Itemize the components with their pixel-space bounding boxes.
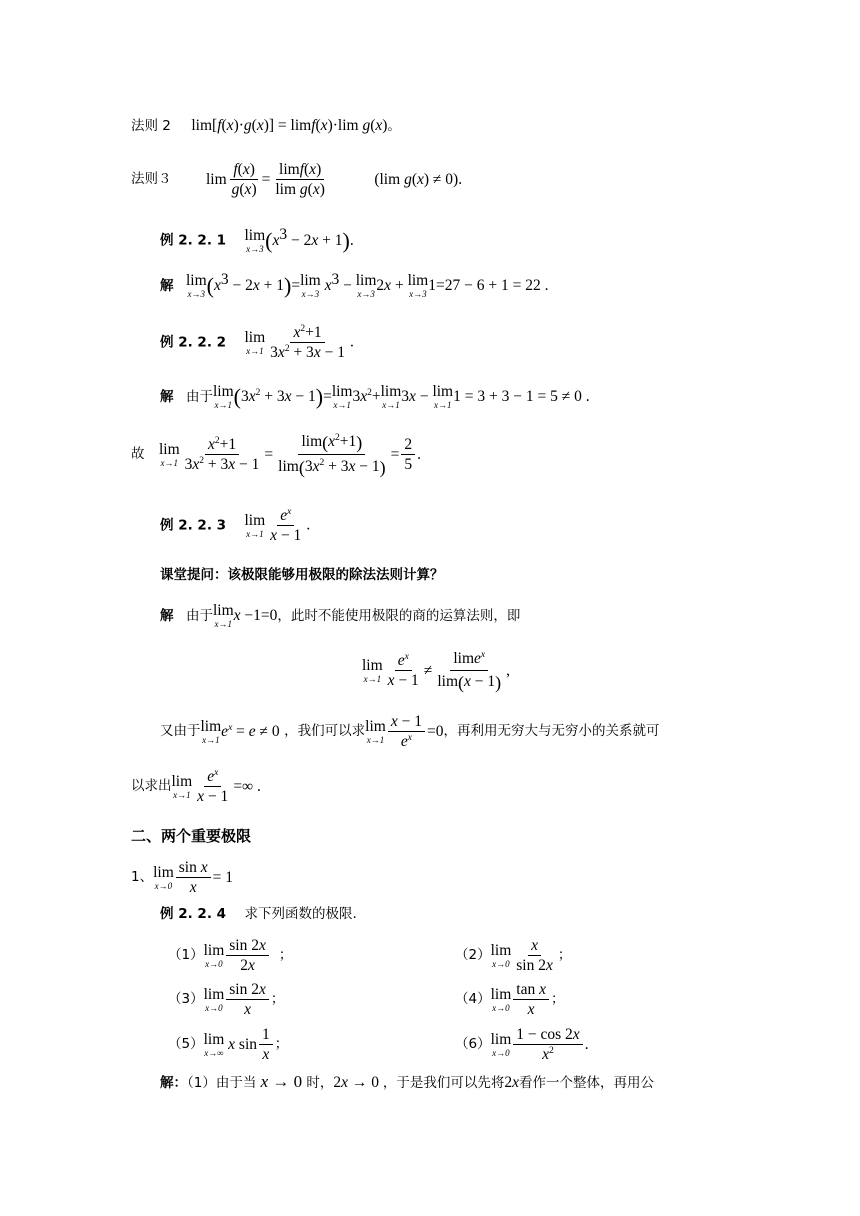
solution-2-line: 解 由于 lim x→1 $(3x^2 + 3x - 1)=$ lim x→1 $3x^2+$ lim x→1 3x − lim x→1 1 = 3 + 3 − 1 = 5 ≠ 0 . — [160, 383, 590, 410]
solution-3-line: 解 由于 lim x→1 x −1=0，此时不能使用极限的商的运算法则，即 — [160, 602, 521, 629]
class-question: 课堂提问：该极限能够用极限的除法法则计算？ — [160, 567, 444, 583]
therefore-line: 故 lim x→1 $\frac{x^2+1}{3x^2 + 3x - 1}$ = $\frac{\lim(x^2+1)}{\lim(3x^2 + 3x - 1)}$ = $\frac{2}{5}$ . — [131, 430, 421, 479]
subitem-4: （4） lim x→0 $\frac{\text{tan x}}{x}$ ； — [455, 981, 565, 1018]
quotient-rule-display: lim x→1 $\frac{e^x}{x - 1}$ ≠ $\frac{\lim e^x}{\lim(x - 1)}$ , — [362, 650, 511, 693]
section-heading: 二、两个重要极限 — [131, 827, 252, 845]
rule2-line: 法则 2 lim[f(x)·g(x)] = limf(x)·lim g(x)。 — [131, 117, 401, 134]
example-2-line: 例 2. 2. 2 lim x→1 $\frac{x^2+1}{3x^2 + 3x - 1}$ . — [160, 324, 354, 361]
solution-2-text: 由于 — [185, 389, 213, 405]
rule2-formula: lim[f(x)·g(x)] = limf(x)·lim g(x) — [191, 117, 388, 134]
solution-4-label: 解： — [160, 1075, 187, 1091]
rule3-left-frac: $\frac{f(x)}{g(x)}$ — [231, 161, 257, 198]
solution-1-line: 解 lim x→3 $(x^3 - 2x + 1)=$ lim x→3 $x^3$ − lim x→3 2x + lim x→3 1=27 − 6 + 1 = 22 . — [160, 271, 549, 299]
important-limit-1: 1、 lim x→0 $\frac{\text{sin x}}{x}$ = 1 — [131, 859, 233, 896]
rule3-label: 法则３ — [131, 170, 172, 187]
example-2-label: 例 2. 2. 2 — [160, 334, 227, 351]
subitem-1: （1） lim x→0 $\frac{\sin 2x}{2x}$ ； — [168, 937, 293, 974]
subitem-5: （5） lim x→∞ x sin $\frac{1}{x}$ ； — [168, 1026, 289, 1063]
rule2-label: 法则 2 — [131, 118, 171, 134]
subitem-3: （3） lim x→0 $\frac{\sin 2x}{x}$ ； — [168, 981, 285, 1018]
example-1-line: 例 2. 2. 1 lim x→3 $(x^3 - 2x + 1)$. — [160, 226, 354, 254]
rule3-line: 法则３ lim $\frac{f(x)}{g(x)}$ = $\frac{\lim f(x)}{\text{lim g(x)}}$ (lim g(x) ≠ 0). — [131, 161, 463, 198]
rule3-right-frac: $\frac{\lim f(x)}{\text{lim g(x)}}$ — [275, 161, 325, 198]
example-1-label: 例 2. 2. 1 — [160, 232, 227, 249]
therefore-label: 故 — [131, 445, 145, 462]
example-4-line — [160, 907, 357, 922]
solution-3-label: 解 — [160, 608, 174, 624]
rule3-condition: (lim g(x) ≠ 0). — [374, 170, 463, 188]
subitem-2: （2） lim x→0 $\frac{x}{\sin 2x}$ ； — [455, 937, 572, 974]
canfind-line: 以求出 lim x→1 $\frac{e^x}{x - 1}$ =∞ . — [131, 768, 261, 805]
example-3-label: 例 2. 2. 3 — [160, 517, 227, 534]
solution-4-line: 解：（1）由于当 x → 0 时，2x → 0 ，于是我们可以先将2x看作一个整体，再用公 — [160, 1072, 655, 1091]
again-text: 又由于 — [160, 722, 201, 739]
example-3-line: 例 2. 2. 3 lim x→1 $\frac{e^x}{x - 1}$ . — [160, 507, 311, 544]
canfind-text: 以求出 — [131, 777, 172, 794]
example-4-prompt: 求下列函数的极限. — [244, 906, 357, 922]
solution-3-text: ，此时不能使用极限的商的运算法则，即 — [277, 608, 521, 624]
solution-2-label: 解 — [160, 389, 174, 405]
solution-1-label: 解 — [160, 278, 174, 294]
item-1-label: 1、 — [131, 868, 154, 885]
again-line: 又由于 lim x→1 $e^x = e \ne 0$ ，我们可以求 lim x→1 $\frac{x - 1}{e^x}$ =0，再利用无穷大与无穷小的关系就可 — [160, 713, 660, 750]
example-4-label: 例 2. 2. 4 — [160, 906, 227, 922]
subitem-6: （6） lim x→0 $\frac{1 - \cos 2x}{x^2}$ . — [455, 1026, 589, 1063]
